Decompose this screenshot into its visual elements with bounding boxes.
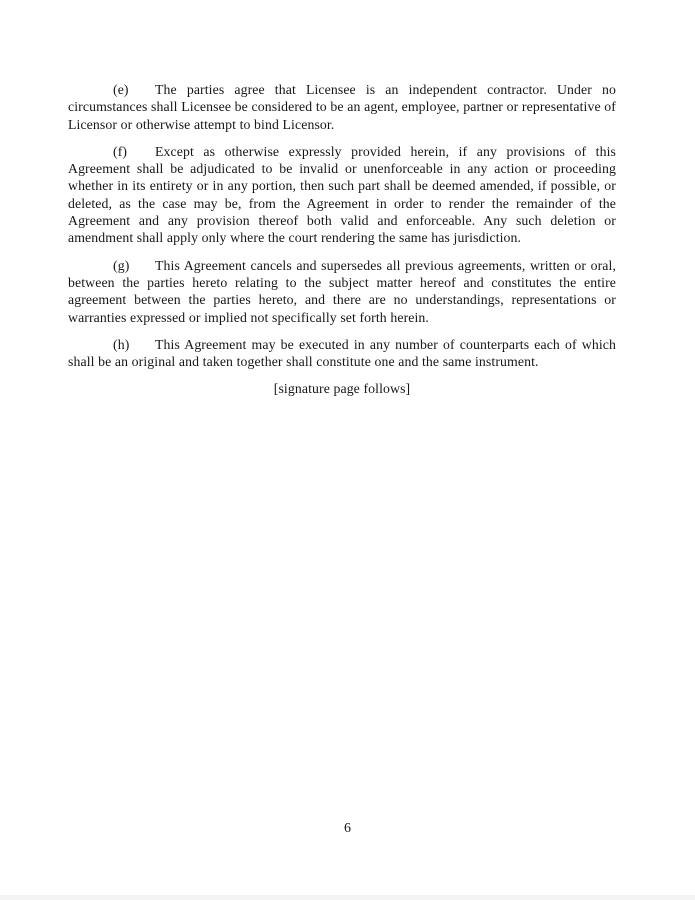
paragraph-label-h: (h) (113, 336, 130, 352)
paragraph-label-e: (e) (113, 82, 129, 97)
paragraph-label-g: (g) (113, 257, 130, 273)
page-number: 6 (344, 821, 351, 836)
paragraph-label-f: (f) (113, 143, 128, 159)
paragraph-text-e: The parties agree that Licensee is an independent contractor. Under no circumstances shall Licensee be considered to be an agent, employee, partner or representative of Licensor or otherwise attempt to bind Licensor. (68, 82, 616, 132)
contract-paragraph-f (68, 143, 616, 247)
signature-page-note: [signature page follows] (273, 381, 411, 397)
contract-paragraph-e (68, 81, 616, 133)
contract-paragraph-h (68, 336, 616, 371)
scan-bottom-edge (0, 895, 695, 900)
contract-body (68, 81, 616, 398)
paragraph-text-g: This Agreement cancels and supersedes all previous agreements, written or oral, between the parties hereto relating to the subject matter hereof and constitutes the entire agreement between the parties hereto, and there are no understandings, representations or warranties expressed or implied not specifically set forth herein. (68, 257, 616, 325)
paragraph-text-h: This Agreement may be executed in any number of counterparts each of which shall be an original and taken together shall constitute one and the same instrument. (68, 336, 616, 370)
paragraph-text-f: Except as otherwise expressly provided herein, if any provisions of this Agreement shall be adjudicated to be invalid or unenforceable in any action or proceeding whether in its entirety or in any portion, then such part shall be deemed amended, if possible, or deleted, as the case may be, from the Agreement in order to render the remainder of the Agreement and any provision thereof both valid and enforceable. Any such deletion or amendment shall apply only where the court rendering the same has jurisdiction. (68, 143, 616, 246)
contract-paragraph-g (68, 257, 616, 326)
